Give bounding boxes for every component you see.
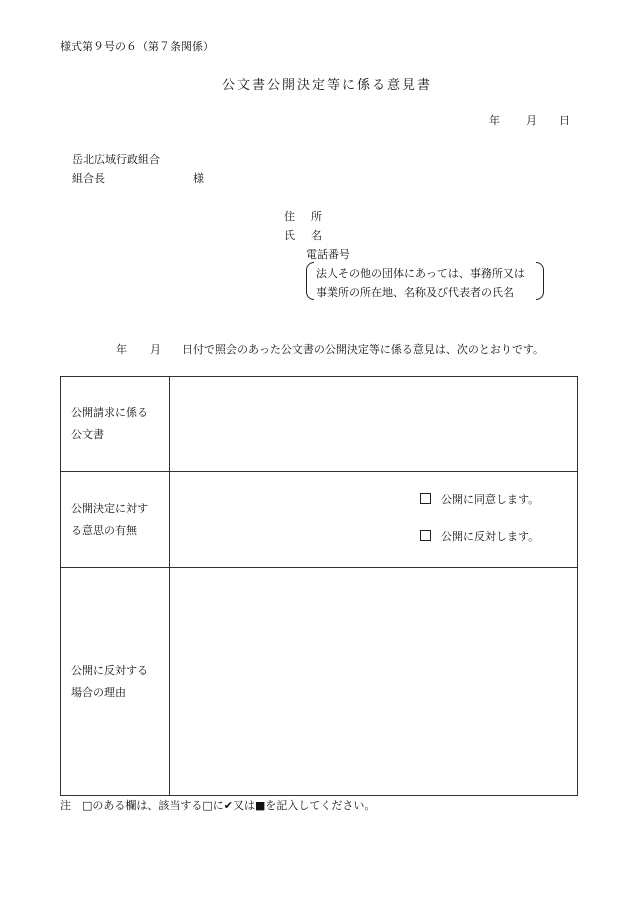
address-label-2: 所 bbox=[311, 210, 322, 223]
intention-label: 公開決定に対す る意思の有無 bbox=[61, 472, 170, 568]
row-reason bbox=[61, 568, 578, 796]
requested-document-field[interactable] bbox=[170, 377, 578, 472]
page-title: 公文書公開決定等に係る意見書 bbox=[222, 78, 433, 93]
name-label-1: 氏 bbox=[284, 229, 295, 242]
option-agree[interactable]: 公開に同意します。 bbox=[420, 489, 539, 511]
opinion-table bbox=[60, 376, 578, 796]
corporate-note-line2: 事業所の所在地、名称及び代表者の氏名 bbox=[316, 286, 514, 299]
addressee-honorific: 様 bbox=[193, 172, 204, 185]
form-number: 様式第９号の６（第７条関係） bbox=[60, 40, 214, 53]
intro-text: 日付で照会のあった公文書の公開決定等に係る意見は、次のとおりです。 bbox=[182, 343, 545, 356]
reason-label: 公開に反対する 場合の理由 bbox=[61, 568, 170, 796]
corporate-note-line1: 法人その他の団体にあっては、事務所又は bbox=[316, 267, 525, 280]
intention-field bbox=[170, 472, 578, 568]
row-requested-document bbox=[61, 377, 578, 472]
reason-field[interactable] bbox=[170, 568, 578, 796]
address-label-1: 住 bbox=[284, 210, 295, 223]
intro-month: 月 bbox=[150, 343, 161, 356]
checkbox-oppose[interactable] bbox=[420, 530, 431, 541]
date-year: 年 bbox=[489, 114, 500, 127]
row-intention bbox=[61, 472, 578, 568]
requested-document-label: 公開請求に係る 公文書 bbox=[61, 377, 170, 472]
date-month: 月 bbox=[526, 114, 537, 127]
intro-year: 年 bbox=[116, 343, 127, 356]
addressee-position: 組合長 bbox=[72, 172, 105, 185]
option-oppose[interactable]: 公開に反対します。 bbox=[420, 526, 539, 548]
addressee-org: 岳北広域行政組合 bbox=[72, 153, 160, 166]
checkbox-agree[interactable] bbox=[420, 493, 431, 504]
date-day: 日 bbox=[559, 114, 570, 127]
phone-label: 電話番号 bbox=[306, 248, 350, 261]
name-label-2: 名 bbox=[311, 229, 322, 242]
footnote: 注 □のある欄は、該当する□に✔又は■を記入してください。 bbox=[60, 799, 376, 812]
